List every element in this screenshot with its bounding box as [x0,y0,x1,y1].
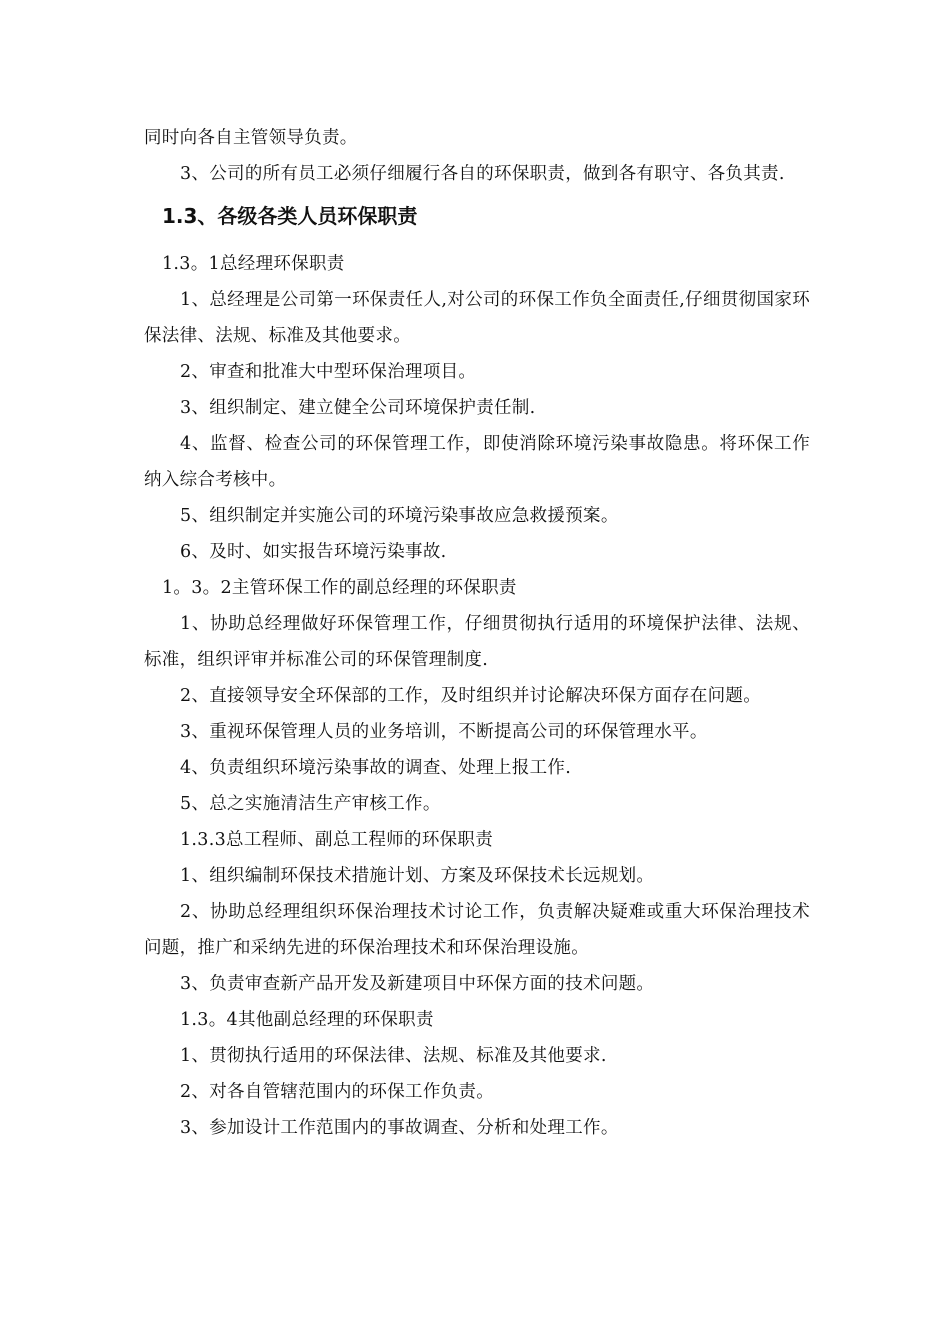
paragraph-staff-duty: 3、公司的所有员工必须仔细履行各自的环保职责，做到各有职守、各负其责. [180,164,785,184]
list-item: 6、及时、如实报告环境污染事故. [180,542,447,562]
list-item: 3、负责审查新产品开发及新建项目中环保方面的技术问题。 [180,974,655,994]
list-item: 2、直接领导安全环保部的工作，及时组织并讨论解决环保方面存在问题。 [180,686,762,706]
list-item: 5、总之实施清洁生产审核工作。 [180,794,441,814]
list-item: 1、协助总经理做好环保管理工作，仔细贯彻执行适用的环境保护法律、法规、标准，组织评审并标准公司的环保管理制度. [144,614,810,670]
list-item: 5、组织制定并实施公司的环境污染事故应急救援预案。 [180,506,619,526]
subsection-title-general-manager: 1.3。1总经理环保职责 [162,254,345,274]
paragraph-continuation: 同时向各自主管领导负责。 [144,128,358,148]
list-item: 3、组织制定、建立健全公司环境保护责任制. [180,398,536,418]
subsection-title-chief-engineer: 1.3.3总工程师、副总工程师的环保职责 [180,830,494,850]
document-body [144,120,810,1146]
list-item: 3、重视环保管理人员的业务培训，不断提高公司的环保管理水平。 [180,722,708,742]
list-item: 4、负责组织环境污染事故的调查、处理上报工作. [180,758,572,778]
list-item: 2、对各自管辖范围内的环保工作负责。 [180,1082,495,1102]
list-item: 3、参加设计工作范围内的事故调查、分析和处理工作。 [180,1118,619,1138]
list-item: 2、协助总经理组织环保治理技术讨论工作，负责解决疑难或重大环保治理技术问题，推广和采纳先进的环保治理技术和环保治理设施。 [144,902,810,958]
list-item: 2、审查和批准大中型环保治理项目。 [180,362,477,382]
list-item: 1、组织编制环保技术措施计划、方案及环保技术长远规划。 [180,866,655,886]
subsection-title-other-deputy-gm: 1.3。4其他副总经理的环保职责 [180,1010,434,1030]
list-item: 1、贯彻执行适用的环保法律、法规、标准及其他要求. [180,1046,607,1066]
subsection-title-deputy-gm: 1。3。2主管环保工作的副总经理的环保职责 [162,578,517,598]
section-heading: 1.3、各级各类人员环保职责 [162,204,418,228]
list-item: 4、监督、检查公司的环保管理工作，即使消除环境污染事故隐患。将环保工作纳入综合考核中。 [144,434,810,490]
list-item: 1、总经理是公司第一环保责任人,对公司的环保工作负全面责任,仔细贯彻国家环保法律、法规、标准及其他要求。 [144,290,810,346]
